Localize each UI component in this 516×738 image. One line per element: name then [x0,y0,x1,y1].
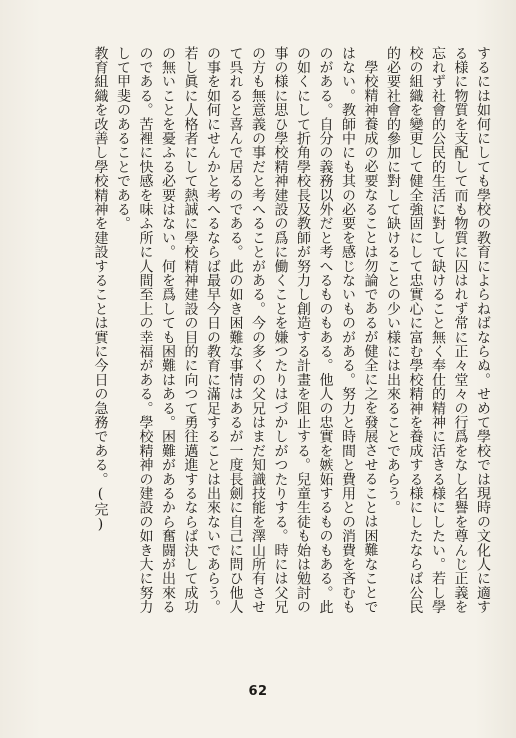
paragraph-1: するには如何にしても學校の教育によらねばならぬ。せめて學校では現時の文化人に適する様に物質を支配して而も物質に囚はれず常に正々堂々の行爲をなし名譽を尊んじ正義を忘れず社會的公民的生活に對して缺けること無く奉仕的精神に活きる様にしたい。若し學校の組織を變更して健全強固にして忠實心に富む學校精神を養成する様にしたならば公民的必要社會的參加に對して缺けることの少い様には出來ることであらう。 [385,46,491,614]
page-number: 62 [248,684,268,699]
paragraph-3: 教育組織を改善し學校精神を建設することは實に今日の急務である。(完) [92,46,109,533]
paragraph-2: 學校精神養成の必要なることは勿論であるが健全に之を發展させることは困難なことではない。教師中にも其の必要を感じないものがある。努力と時間と費用との消費を吝むものがある。自分の義務以外だと考へるものもある。他人の忠實を嫉妬するものもある。此の如くにして折角學校長及教師が努力し創造する計畫を阻止する。兒童生徒も始は勉討の事の様に思ひ學校精神建設の爲に働くことを嫌つたりはづかしがつたりする。時には父兄の方も無意義の事だと考へることがある。今の多くの父兄はまだ知識技能を澤山所有させて呉れると喜んで居るのである。此の如き困難な事情はあるが一度長劍に自己に問ひ他人の事を如何にせんかと考へるならば最早今日の教育に滿足することは出來ないであらう。若し眞に人格者にして熱誠に學校精神建設の目的に向つて勇往邁進するならば決して成功の無いことを憂ふる必要はない。何を爲しても困難はある。困難があるから奮闘が出來るのである。苦裡に快感を味ふ所に人間至上の幸福がある。學校精神の建設の如き大に努力して甲斐のあることである。 [115,46,379,614]
vertical-text-block [92,46,494,616]
